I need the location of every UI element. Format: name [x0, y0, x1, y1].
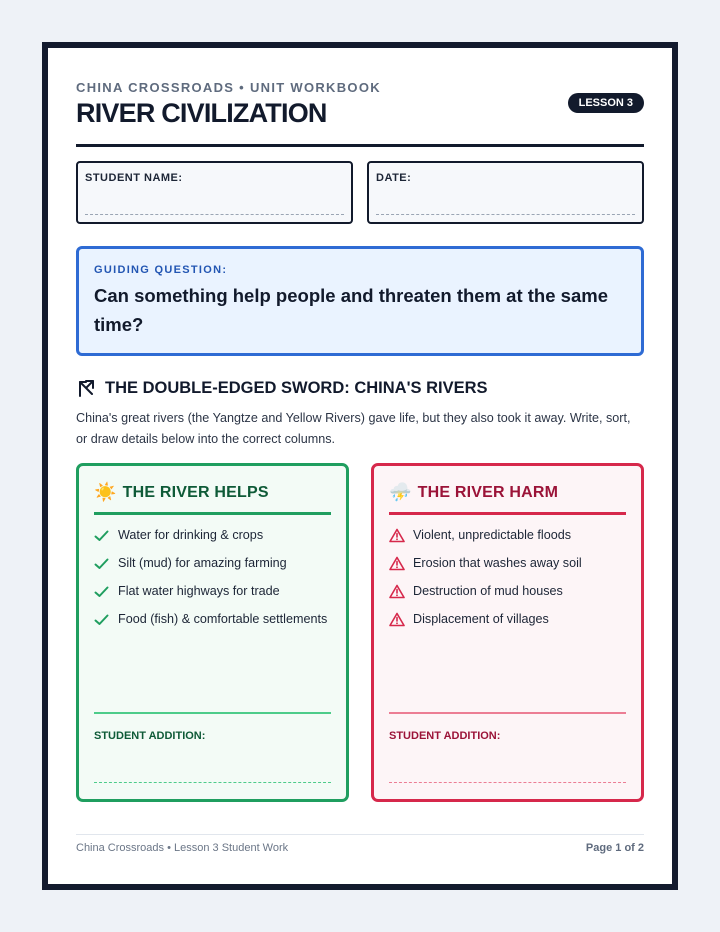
split-arrow-icon — [76, 378, 96, 398]
lesson-badge: LESSON 3 — [568, 93, 644, 113]
page-number: Page 1 of 2 — [585, 842, 644, 854]
unit-kicker: CHINA CROSSROADS • UNIT WORKBOOK — [76, 80, 381, 95]
list-item-text: Water for drinking & crops — [118, 528, 264, 542]
guiding-question-text: Can something help people and threaten them at the same time? — [94, 285, 608, 335]
river-helps-heading — [94, 482, 269, 503]
list-item — [389, 555, 626, 572]
list-item — [94, 555, 331, 572]
warning-icon — [389, 584, 405, 599]
storm-cloud-icon: ⛈️ — [389, 482, 412, 502]
river-harm-separator — [389, 712, 626, 714]
date-write-line[interactable] — [376, 214, 635, 215]
guiding-question-label: GUIDING QUESTION: — [94, 264, 228, 276]
check-icon — [94, 614, 110, 626]
river-helps-column — [76, 463, 349, 802]
list-item-text: Flat water highways for trade — [118, 584, 280, 598]
list-item — [389, 583, 626, 600]
date-label: DATE: — [376, 172, 412, 184]
section-heading — [76, 378, 488, 398]
river-harm-divider — [389, 512, 626, 515]
list-item — [389, 611, 626, 628]
check-icon — [94, 530, 110, 542]
list-item-text: Violent, unpredictable floods — [413, 528, 571, 542]
student-addition-write-line[interactable] — [94, 782, 331, 783]
list-item — [94, 583, 331, 600]
student-name-field[interactable] — [76, 161, 353, 224]
list-item — [94, 527, 331, 544]
list-item-text: Food (fish) & comfortable settlements — [118, 612, 328, 626]
guiding-question-box — [76, 246, 644, 356]
sun-icon: ☀️ — [94, 482, 117, 502]
river-harm-list — [389, 527, 626, 639]
list-item — [94, 611, 331, 628]
list-item-text: Destruction of mud houses — [413, 584, 563, 598]
river-helps-separator — [94, 712, 331, 714]
list-item-text: Erosion that washes away soil — [413, 556, 582, 570]
student-addition-label: STUDENT ADDITION: — [389, 730, 501, 742]
river-harm-column — [371, 463, 644, 802]
river-harm-heading — [389, 482, 558, 503]
student-addition-write-line[interactable] — [389, 782, 626, 783]
warning-icon — [389, 612, 405, 627]
student-name-write-line[interactable] — [85, 214, 344, 215]
date-field[interactable] — [367, 161, 644, 224]
student-name-label: STUDENT NAME: — [85, 172, 183, 184]
warning-icon — [389, 528, 405, 543]
header-divider — [76, 144, 644, 147]
check-icon — [94, 558, 110, 570]
river-helps-title: THE RIVER HELPS — [122, 483, 269, 501]
warning-icon — [389, 556, 405, 571]
list-item-text: Silt (mud) for amazing farming — [118, 556, 287, 570]
footer-divider — [76, 834, 644, 835]
student-addition-label: STUDENT ADDITION: — [94, 730, 206, 742]
worksheet-page — [42, 42, 678, 890]
footer-source: China Crossroads • Lesson 3 Student Work — [76, 842, 289, 854]
section-heading-text: THE DOUBLE-EDGED SWORD: CHINA'S RIVERS — [105, 378, 488, 397]
list-item-text: Displacement of villages — [413, 612, 549, 626]
river-harm-title: THE RIVER HARM — [417, 483, 559, 501]
check-icon — [94, 586, 110, 598]
list-item — [389, 527, 626, 544]
page-title: RIVER CIVILIZATION — [76, 98, 327, 128]
section-intro: China's great rivers (the Yangtze and Yellow Rivers) gave life, but they also took it away. Write, sort, or draw details below into the correct columns. — [76, 411, 631, 446]
river-helps-list — [94, 527, 331, 639]
river-helps-divider — [94, 512, 331, 515]
